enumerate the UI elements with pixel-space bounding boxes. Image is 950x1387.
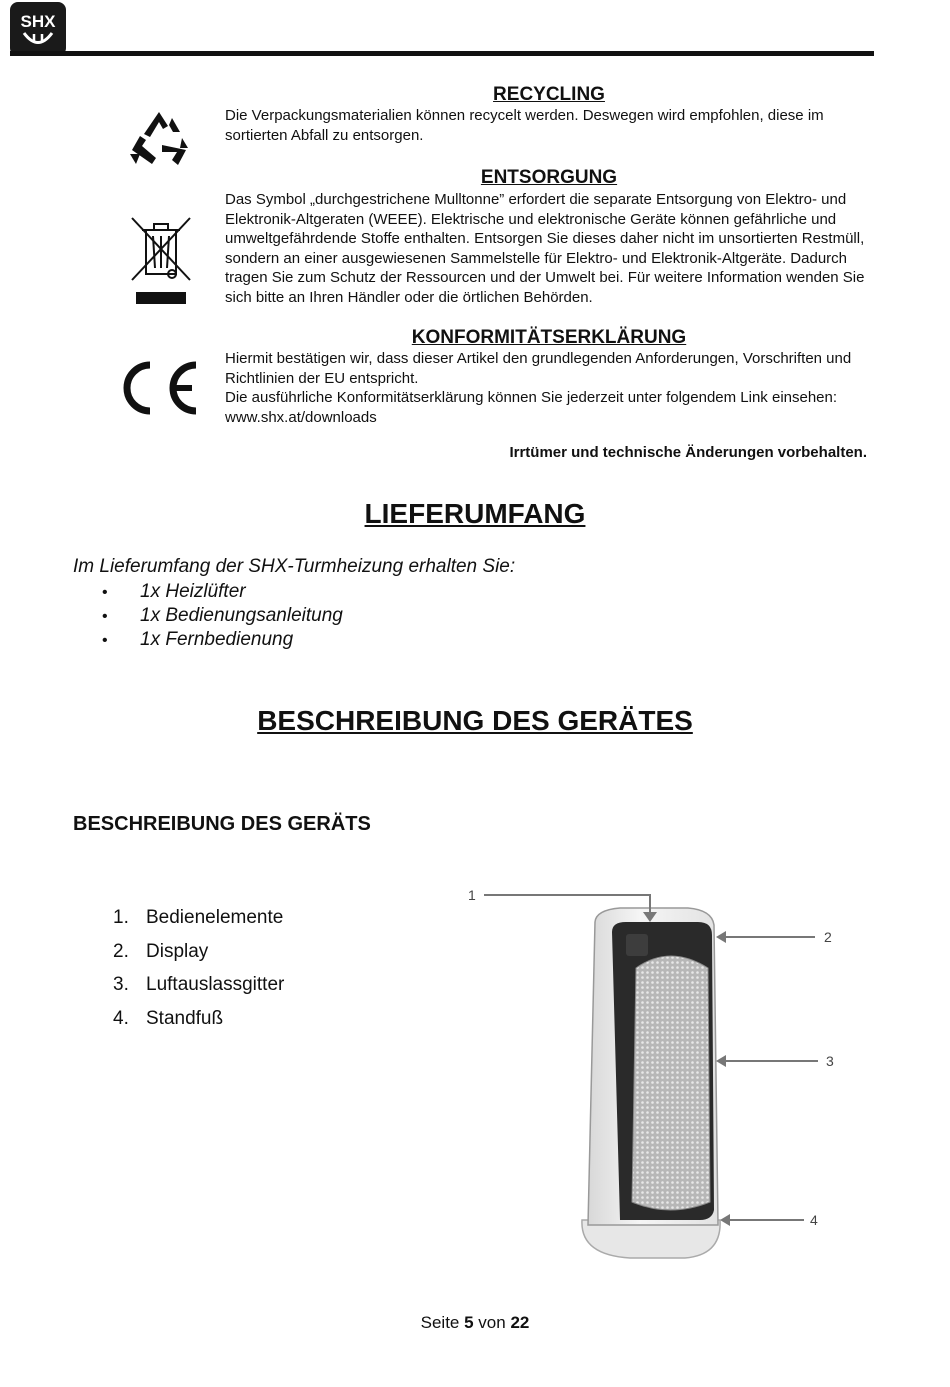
shx-logo [10,2,66,56]
header-rule [10,51,874,56]
svg-text:4: 4 [810,1212,818,1228]
callout-4 [720,1212,818,1228]
list-item: 2. Display [113,940,209,962]
page-total: 22 [510,1313,530,1332]
page-footer: Seite 5 von 22 [420,1313,530,1332]
list-item: 1. Bedienelemente [113,907,284,928]
beschreibung-title: BESCHREIBUNG DES GERÄTES [257,705,693,736]
svg-text:SHX: SHX [20,12,56,31]
entsorgung-title: ENTSORGUNG [480,167,618,188]
page-number: 5 [464,1313,474,1332]
callout-3 [716,1053,834,1069]
konformitaet-title: KONFORMITÄTSERKLÄRUNG [411,327,687,348]
list-item: • 1x Fernbedienung [102,629,294,650]
recycling-title: RECYCLING [493,84,605,105]
disclaimer: Irrtümer und technische Änderungen vorbehalten. [509,444,867,461]
parts-list [113,904,284,1038]
list-item: 4. Standfuß [113,1007,224,1029]
list-item: • 1x Bedienungsanleitung [102,605,343,626]
lieferumfang-intro: Im Lieferumfang der SHX-Turmheizung erhalten Sie: [73,556,516,577]
svg-text:2: 2 [824,929,832,945]
svg-text:1: 1 [468,887,476,903]
heater-illustration [460,880,860,1270]
callout-2 [716,929,832,945]
list-item: • 1x Heizlüfter [102,581,246,602]
list-item: 3. Luftauslassgitter [113,974,285,996]
recycle-icon [128,110,190,168]
recycling-text: Die Verpackungsmaterialien können recycelt werden. Deswegen wird empfohlen, diese im sortierten Abfall zu entsorgen. [225,107,824,144]
ce-mark-icon [120,360,202,416]
lieferumfang-list [100,580,343,652]
svg-text:3: 3 [826,1053,834,1069]
entsorgung-text: Das Symbol „durchgestrichene Mulltonne” erfordert die separate Entsorgung von Elektro- und Elektronik-Altgeraten (WEEE). Elektrische und elektronische Geräte können gefährliche und umweltgefährdende Stoffe enthalten. Entsorgen Sie dieses daher nicht im unsortierten Restmüll, sondern an einer ausgewiesenen Sammelstelle für Elektro- und Elektronik-Altgeräte. Dadurch tragen Sie zum Schutz der Ressourcen und der Umwelt bei. Für weitere Information wenden Sie sich bitte an Ihren Händler oder die örtlichen Behörden. [225,191,865,306]
lieferumfang-title: LIEFERUMFANG [364,498,586,529]
beschreibung-subtitle: BESCHREIBUNG DES GERÄTS [73,813,371,835]
konformitaet-text-2: Die ausführliche Konformitätserklärung können Sie jederzeit unter folgendem Link einsehen: www.shx.at/downloads [225,389,838,426]
konformitaet-text-1: Hiermit bestätigen wir, dass dieser Artikel den grundlegenden Anforderungen, Vorschriften und Richtlinien der EU entspricht. [225,350,852,387]
crossed-bin-icon [126,214,196,306]
